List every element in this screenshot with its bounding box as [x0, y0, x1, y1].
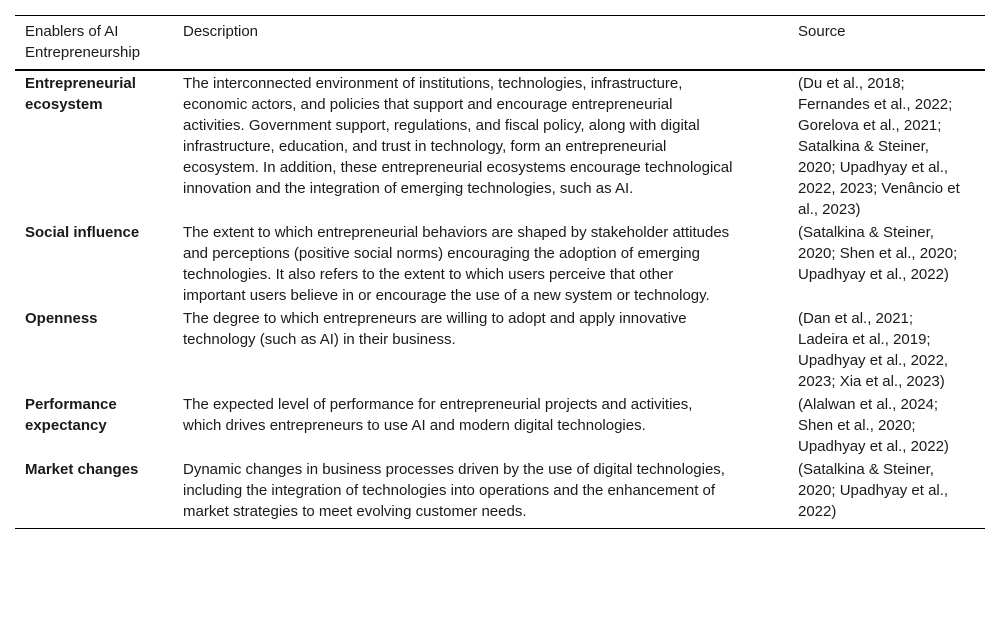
table-row — [15, 221, 985, 307]
enabler-cell: Social influence — [25, 224, 140, 241]
table-header — [15, 16, 985, 71]
enablers-table-container — [15, 15, 985, 529]
source-cell — [788, 221, 985, 307]
source-text: (Satalkina & Steiner, 2020; Upadhyay et al., 2022) — [798, 461, 949, 520]
enabler-cell: Entrepreneurial ecosystem — [25, 75, 136, 113]
source-text: (Alalwan et al., 2024; Shen et al., 2020; Upadhyay et al., 2022) — [798, 396, 949, 455]
header-description: Description — [183, 23, 259, 40]
header-enabler: Enablers of AI Entrepreneurship — [25, 23, 141, 61]
description-cell — [173, 70, 788, 221]
description-cell — [173, 393, 788, 458]
source-text: (Dan et al., 2021; Ladeira et al., 2019; Upadhyay et al., 2022, 2023; Xia et al., 2023) — [798, 310, 949, 390]
description-text: The expected level of performance for entrepreneurial projects and activities, which drives entrepreneurs to use AI and modern digital technologies. — [183, 396, 693, 434]
enabler-cell: Openness — [25, 310, 98, 327]
table-row — [15, 458, 985, 529]
description-cell — [173, 458, 788, 529]
enablers-table — [15, 15, 985, 529]
enabler-cell: Performance expectancy — [25, 396, 117, 434]
source-text: (Du et al., 2018; Fernandes et al., 2022; Gorelova et al., 2021; Satalkina & Steiner, 2020; Upadhyay et al., 2022, 2023; Venâncio et al., 2023) — [798, 75, 960, 218]
source-cell — [788, 70, 985, 221]
table-row — [15, 70, 985, 221]
source-cell — [788, 458, 985, 529]
table-row — [15, 393, 985, 458]
source-cell — [788, 393, 985, 458]
source-cell — [788, 307, 985, 393]
description-text: The degree to which entrepreneurs are willing to adopt and apply innovative technology (such as AI) in their business. — [183, 310, 687, 348]
table-body — [15, 70, 985, 529]
header-row — [15, 16, 985, 71]
description-cell — [173, 221, 788, 307]
enabler-cell: Market changes — [25, 461, 139, 478]
description-cell — [173, 307, 788, 393]
description-text: Dynamic changes in business processes driven by the use of digital technologies, including the integration of technologies into operations and the enhancement of market strategies to meet evolving customer needs. — [183, 461, 725, 520]
description-text: The interconnected environment of institutions, technologies, infrastructure, economic actors, and policies that support and encourage entrepreneurial activities. Government support, regulations, and fiscal policy, along with digital infrastructure, education, and trust in technology, form an entrepreneurial ecosystem. In addition, these entrepreneurial ecosystems encourage technological innovation and the integration of emerging technologies, such as AI. — [183, 75, 733, 197]
source-text: (Satalkina & Steiner, 2020; Shen et al., 2020; Upadhyay et al., 2022) — [798, 224, 958, 283]
header-source: Source — [798, 23, 846, 40]
description-text: The extent to which entrepreneurial behaviors are shaped by stakeholder attitudes and perceptions (positive social norms) encouraging the adoption of emerging technologies. It also refers to the extent to which users perceive that other important users believe in or encourage the use of a new system or technology. — [183, 224, 730, 304]
table-row — [15, 307, 985, 393]
